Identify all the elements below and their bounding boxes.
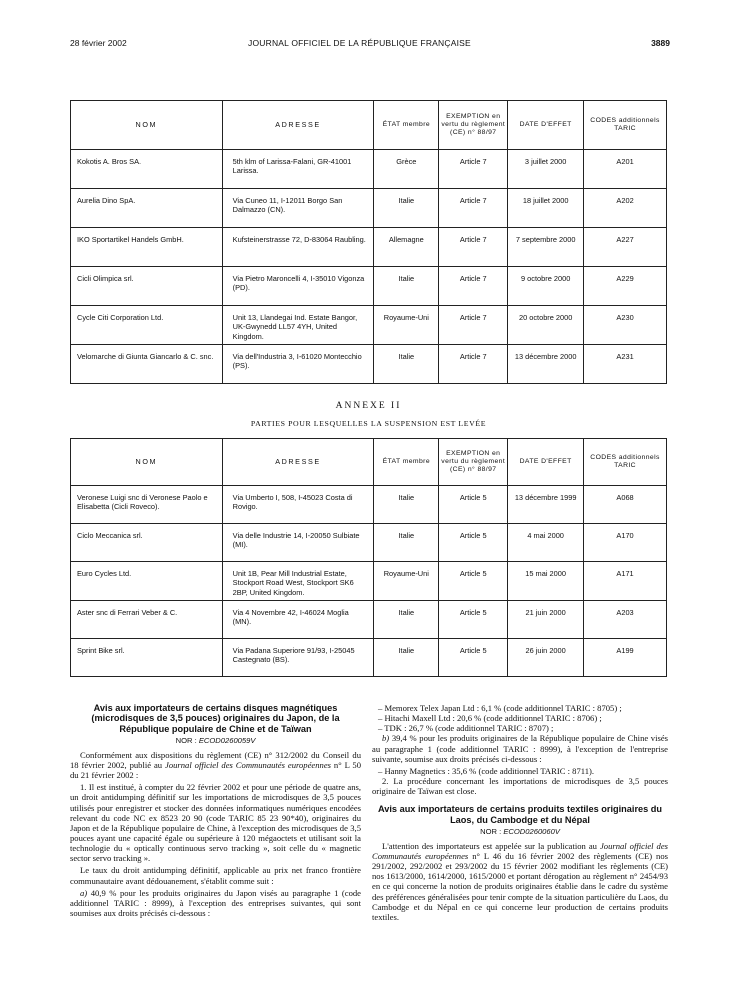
cell-adresse: Via delle Industrie 14, I-20050 Sulbiate (MI). (222, 524, 374, 562)
cell-nom: Aurelia Dino SpA. (71, 189, 223, 228)
cell-exemption: Article 7 (439, 267, 508, 306)
cell-date-effet: 13 décembre 2000 (508, 345, 584, 384)
nor-reference (372, 828, 668, 837)
cell-code-taric: A170 (584, 524, 667, 562)
cell-exemption: Article 7 (439, 189, 508, 228)
table-row (71, 228, 667, 267)
table-row (71, 189, 667, 228)
cell-code-taric: A199 (584, 638, 667, 676)
parties-table-annex-i (70, 100, 667, 384)
col-header-exemption: EXEMPTION en vertu du règlement (CE) n° 88/97 (439, 439, 508, 486)
cell-code-taric: A203 (584, 600, 667, 638)
cell-date-effet: 9 octobre 2000 (508, 267, 584, 306)
parties-table-annex-ii (70, 438, 667, 677)
table-header-row (71, 101, 667, 150)
paragraph: 1. Il est institué, à compter du 22 février 2002 et pour une période de quatre ans, un droit antidumping définitif sur les importations de microdisques de 3,5 pouces utilisés pour enregistrer et stocker des données informatiques numériques encodées relevant du code NC ex 8523 20 90 (code TARIC 85 23 90*40), originaires du Japon et de la République populaire de Chine, à l'exception des microdisques de 3,5 pouces ayant une capacité égale ou supérieure à 120 mégaoctets et utilisant soit la technologie du « optically continuous servo tracking », soit celle du « magnetic sector servo tracking ». (70, 782, 361, 864)
cell-adresse: Via Padana Superiore 91/93, I-25045 Castegnato (BS). (222, 638, 374, 676)
cell-etat: Royaume-Uni (374, 306, 439, 345)
cell-adresse: Via Cuneo 11, I-12011 Borgo San Dalmazzo (CN). (222, 189, 374, 228)
annex-title: ANNEXE II (335, 401, 402, 411)
table-row (71, 486, 667, 524)
cell-date-effet: 18 juillet 2000 (508, 189, 584, 228)
cell-adresse: Unit 13, Llandegai Ind. Estate Bangor, UK-Gwynedd LL57 4YH, United Kingdom. (222, 306, 374, 345)
header-date: 28 février 2002 (70, 38, 127, 48)
text-run-italic: b) (382, 733, 390, 744)
cell-code-taric: A202 (584, 189, 667, 228)
cell-code-taric: A068 (584, 486, 667, 524)
cell-nom: Kokotis A. Bros SA. (71, 150, 223, 189)
cell-exemption: Article 7 (439, 345, 508, 384)
nor-label: NOR : (175, 735, 197, 745)
page-number: 3889 (651, 38, 670, 48)
paragraph: Le taux du droit antidumping définitif, applicable au prix net franco frontière communautaire avant dédouanement, s'établit comme suit : (70, 865, 361, 886)
cell-nom: IKO Sportartikel Handels GmbH. (71, 228, 223, 267)
cell-etat: Italie (374, 600, 439, 638)
col-header-exemption: EXEMPTION en vertu du règlement (CE) n° 88/97 (439, 101, 508, 150)
journal-title: JOURNAL OFFICIEL DE LA RÉPUBLIQUE FRANÇAISE (248, 38, 471, 48)
cell-code-taric: A230 (584, 306, 667, 345)
cell-etat: Grèce (374, 150, 439, 189)
col-header-date-effet: DATE D'EFFET (508, 101, 584, 150)
col-header-etat: ÉTAT membre (374, 439, 439, 486)
text-run-italic: Journal officiel des Communautés européennes (372, 840, 668, 861)
cell-code-taric: A229 (584, 267, 667, 306)
paragraph (372, 733, 668, 763)
cell-nom: Ciclo Meccanica srl. (71, 524, 223, 562)
paragraph (70, 750, 361, 780)
paragraph (372, 841, 668, 922)
annex-subtitle: PARTIES POUR LESQUELLES LA SUSPENSION EST LEVÉE (250, 419, 487, 428)
cell-exemption: Article 7 (439, 150, 508, 189)
cell-exemption: Article 5 (439, 486, 508, 524)
cell-nom: Veronese Luigi snc di Veronese Paolo e Elisabetta (Cicli Roveco). (71, 486, 223, 524)
col-header-nom: NOM (71, 101, 223, 150)
col-header-nom: NOM (71, 439, 223, 486)
cell-code-taric: A231 (584, 345, 667, 384)
cell-nom: Sprint Bike srl. (71, 638, 223, 676)
cell-exemption: Article 5 (439, 562, 508, 601)
col-header-adresse: ADRESSE (222, 101, 374, 150)
cell-nom: Euro Cycles Ltd. (71, 562, 223, 601)
table-header-row (71, 439, 667, 486)
col-header-etat: ÉTAT membre (374, 101, 439, 150)
cell-exemption: Article 5 (439, 600, 508, 638)
cell-code-taric: A171 (584, 562, 667, 601)
table-row (71, 524, 667, 562)
col-header-date-effet: DATE D'EFFET (508, 439, 584, 486)
text-run: n° L 46 du 16 février 2002 des règlements (CE) nos 291/2002, 292/2002 et 293/2002 du 15 février 2002 modifiant les règlements (CE) nos 1613/2000, 1614/2000, 1615/2000 et portant dérogation au règlement n° 2454/93 en ce qui concerne la notion de produits originaires établie dans le cadre du système des préférences généralisées pour tenir compte de la situation particulière du Laos, du Cambodge et du Népal en ce qui concerne leur production de certains produits textiles. (372, 850, 668, 922)
text-run: Conformément aux dispositions du règlement (CE) n° 312/2002 du Conseil du 18 février 2002, publié au (70, 749, 361, 770)
cell-etat: Italie (374, 345, 439, 384)
cell-adresse: Via Umberto I, 508, I-45023 Costa di Rovigo. (222, 486, 374, 524)
cell-exemption: Article 7 (439, 306, 508, 345)
table-row (71, 562, 667, 601)
cell-etat: Allemagne (374, 228, 439, 267)
cell-etat: Italie (374, 267, 439, 306)
col-header-codes: CODES additionnels TARIC (584, 439, 667, 486)
table-row (71, 150, 667, 189)
cell-date-effet: 4 mai 2000 (508, 524, 584, 562)
cell-code-taric: A227 (584, 228, 667, 267)
notice-microdisques (70, 703, 361, 920)
notice-continuation (372, 703, 668, 924)
cell-date-effet: 20 octobre 2000 (508, 306, 584, 345)
text-run: n° L 50 du 21 février 2002 : (70, 759, 362, 781)
paragraph: 2. La procédure concernant les importations de microdisques de 3,5 pouces originaire de Taïwan est close. (372, 775, 668, 797)
cell-adresse: Via dell'Industria 3, I-61020 Montecchio (PS). (222, 345, 374, 384)
nor-value: ECOD0260060V (503, 826, 560, 836)
cell-etat: Royaume-Uni (374, 562, 439, 601)
cell-exemption: Article 5 (439, 638, 508, 676)
cell-etat: Italie (374, 189, 439, 228)
cell-date-effet: 26 juin 2000 (508, 638, 584, 676)
list-item: – TDK : 26,7 % (code additionnel TARIC : 8707) ; (378, 723, 554, 734)
cell-etat: Italie (374, 486, 439, 524)
cell-etat: Italie (374, 638, 439, 676)
cell-adresse: 5th klm of Larissa-Falani, GR-41001 Larissa. (222, 150, 374, 189)
nor-value: ECOD0260059V (198, 735, 256, 745)
list-item: – Hitachi Maxell Ltd : 20,6 % (code additionnel TARIC : 8706) ; (378, 713, 602, 724)
col-header-adresse: ADRESSE (222, 439, 374, 486)
cell-nom: Aster snc di Ferrari Veber & C. (71, 600, 223, 638)
table-row (71, 267, 667, 306)
notice-heading: Avis aux importateurs de certains produits textiles originaires du Laos, du Cambodge et du Népal (377, 804, 663, 825)
notice-heading: Avis aux importateurs de certains disques magnétiques (microdisques de 3,5 pouces) originaires du Japon, de la République populaire de Chine et de Taïwan (91, 703, 340, 734)
text-run: 40,9 % pour les produits originaires du Japon visés au paragraphe 1 (code additionnel TARIC : 8999), à l'exception des entreprises suivantes, qui sont soumises aux droits précisés ci-dessous : (70, 887, 361, 918)
cell-date-effet: 7 septembre 2000 (508, 228, 584, 267)
cell-nom: Cycle Citi Corporation Ltd. (71, 306, 223, 345)
company-duty-list (372, 703, 668, 733)
paragraph (70, 888, 361, 918)
text-run-italic: Journal officiel des Communautés européennes (165, 759, 331, 770)
cell-date-effet: 15 mai 2000 (508, 562, 584, 601)
cell-code-taric: A201 (584, 150, 667, 189)
cell-adresse: Via 4 Novembre 42, I-46024 Moglia (MN). (222, 600, 374, 638)
cell-adresse: Via Pietro Maroncelli 4, I-35010 Vigonza (PD). (222, 267, 374, 306)
nor-label: NOR : (480, 826, 502, 836)
company-duty-list (372, 766, 668, 776)
table-row (71, 345, 667, 384)
list-item: – Memorex Telex Japan Ltd : 6,1 % (code additionnel TARIC : 8705) ; (378, 703, 622, 713)
text-run: L'attention des importateurs est appelée sur la publication au (382, 840, 597, 851)
text-run-italic: a) (80, 887, 88, 898)
cell-adresse: Kufsteinerstrasse 72, D-83064 Raubling. (222, 228, 374, 267)
cell-exemption: Article 5 (439, 524, 508, 562)
cell-etat: Italie (374, 524, 439, 562)
nor-reference (70, 737, 361, 746)
cell-date-effet: 13 décembre 1999 (508, 486, 584, 524)
text-run: 39,4 % pour les produits originaires de la République populaire de Chine visés au paragraphe 1 (code additionnel TARIC : 8999), à l'exception de l'entreprise suivante, soumise aux droits précisés ci-dessous : (372, 733, 668, 764)
table-row (71, 306, 667, 345)
table-row (71, 600, 667, 638)
list-item: – Hanny Magnetics : 35,6 % (code additionnel TARIC : 8711). (378, 765, 595, 776)
cell-date-effet: 3 juillet 2000 (508, 150, 584, 189)
cell-exemption: Article 7 (439, 228, 508, 267)
cell-nom: Velomarche di Giunta Giancarlo & C. snc. (71, 345, 223, 384)
cell-nom: Cicli Olimpica srl. (71, 267, 223, 306)
table-row (71, 638, 667, 676)
col-header-codes: CODES additionnels TARIC (584, 101, 667, 150)
cell-date-effet: 21 juin 2000 (508, 600, 584, 638)
cell-adresse: Unit 1B, Pear Mill Industrial Estate, Stockport Road West, Stockport SK6 2BP, United Kingdom. (222, 562, 374, 601)
